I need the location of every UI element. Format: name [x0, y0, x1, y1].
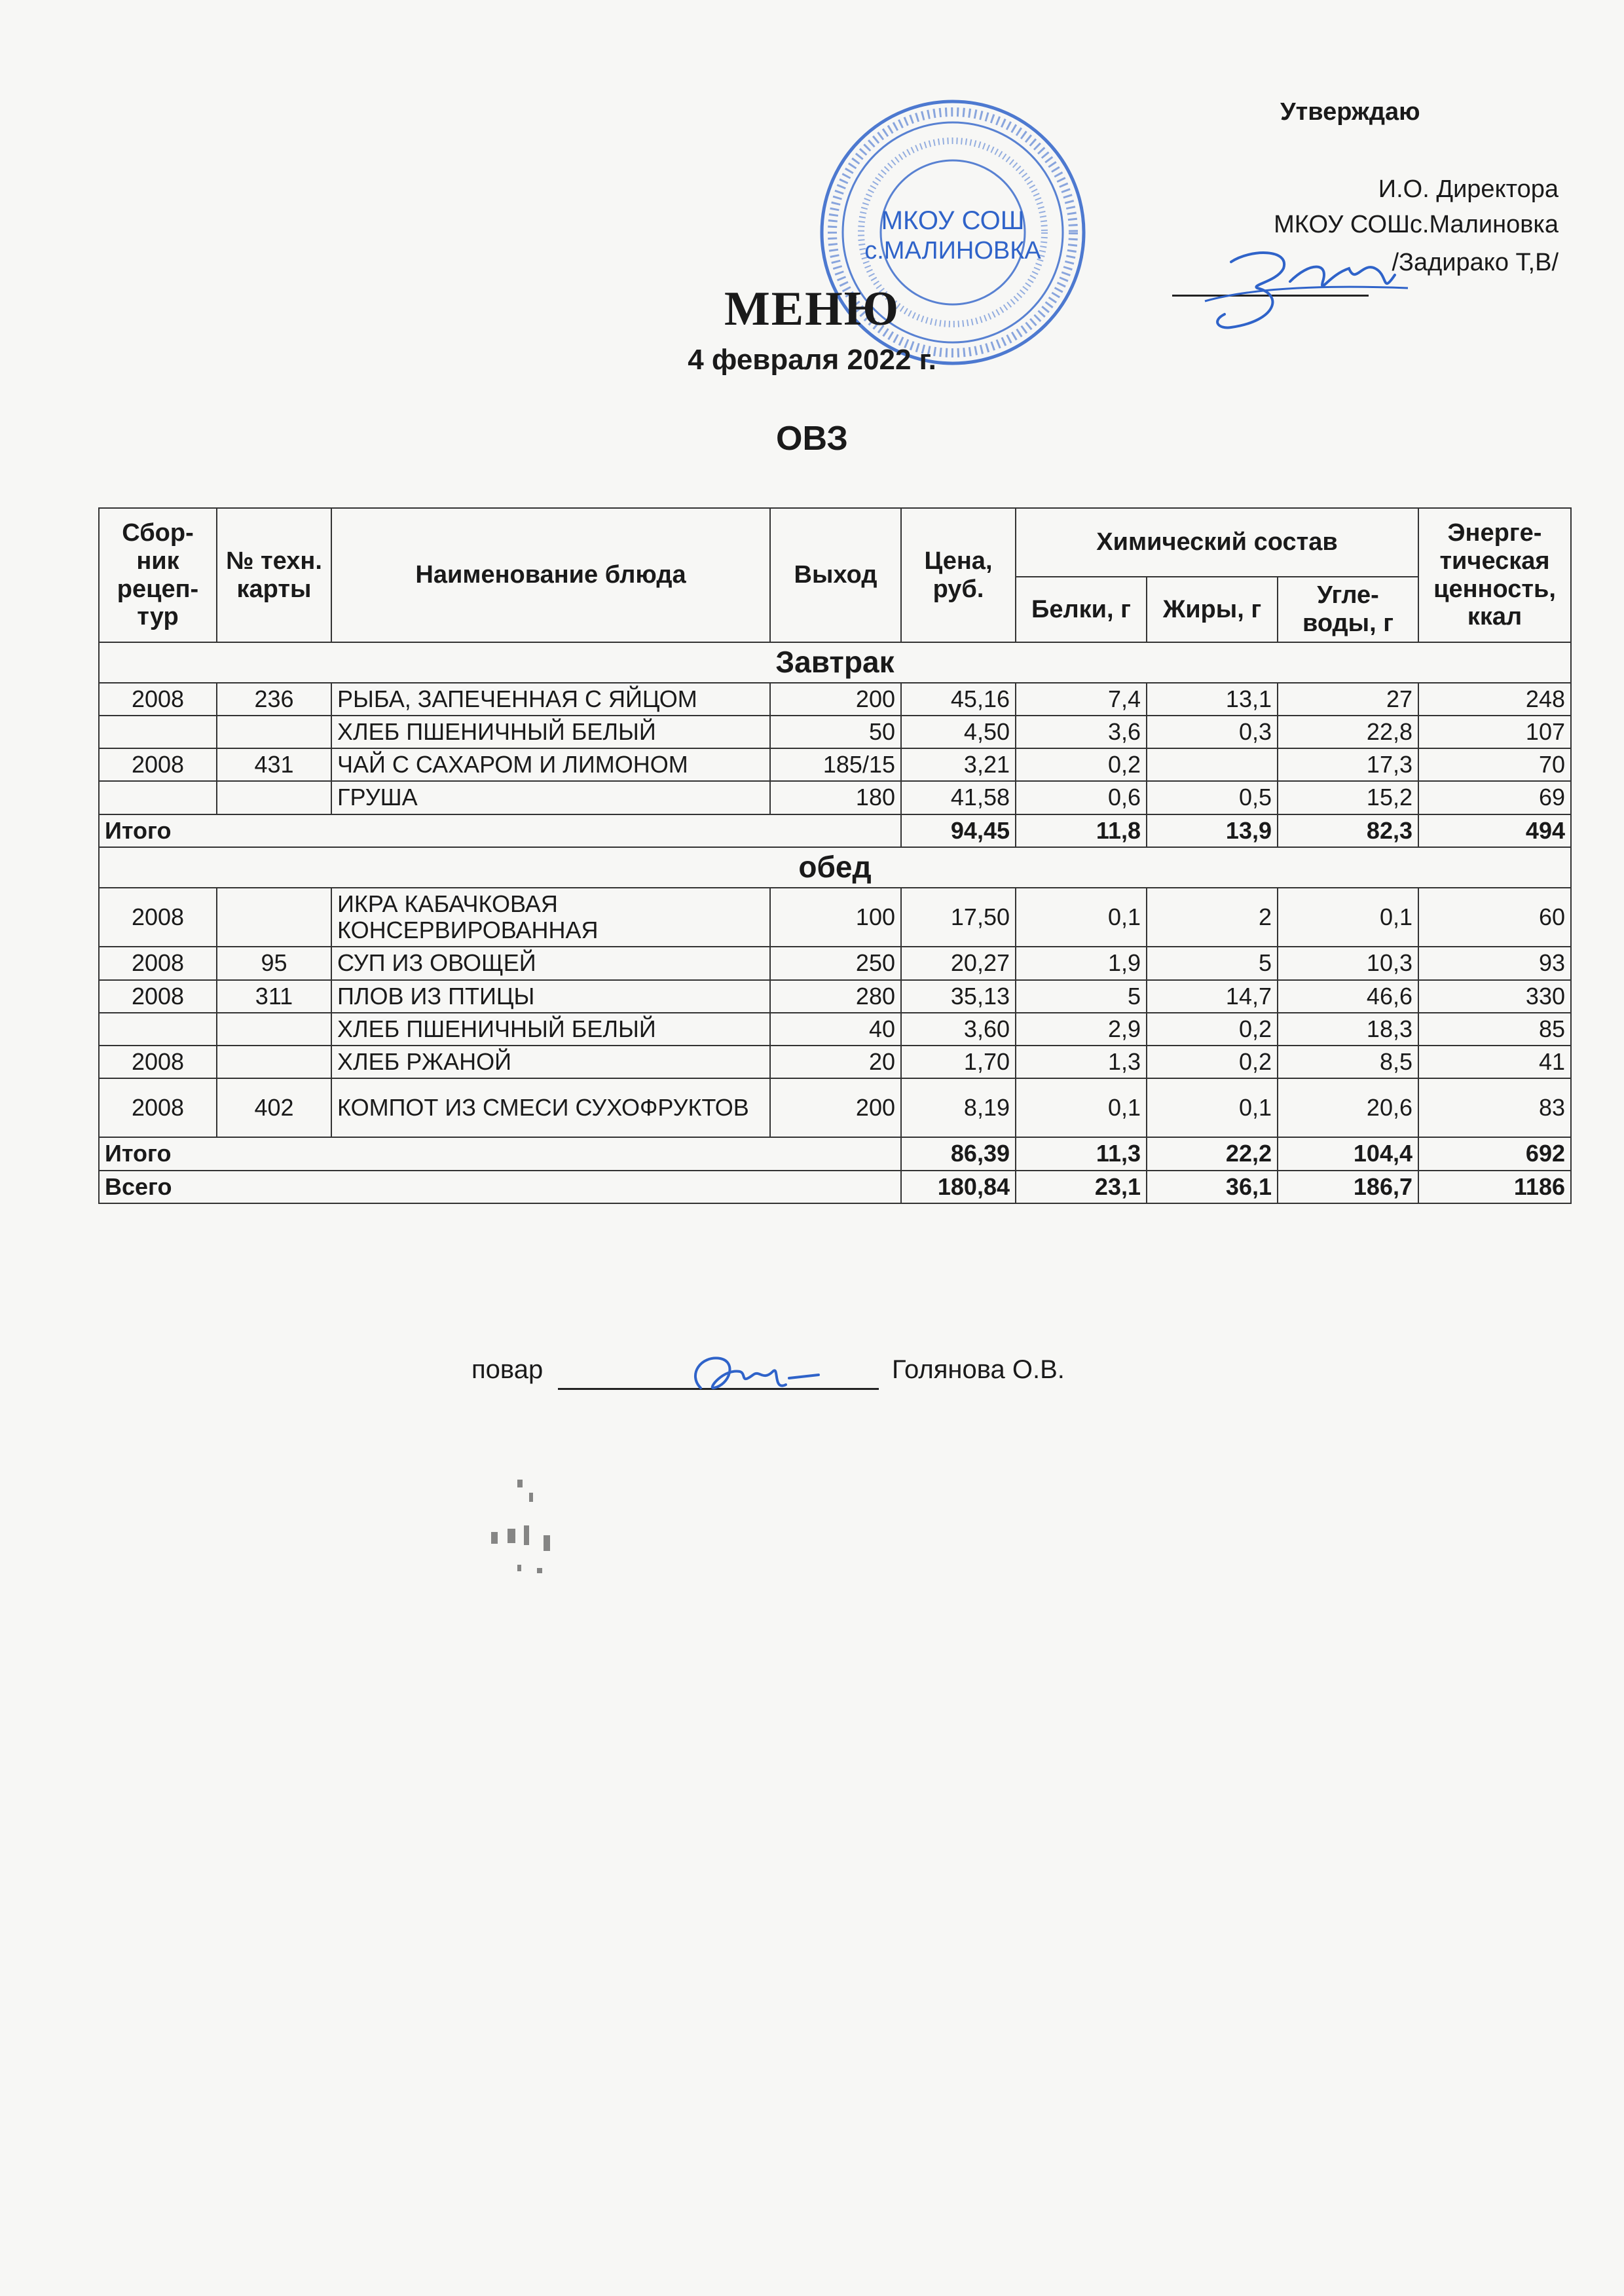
- col-yield: Выход: [770, 508, 901, 642]
- col-chem: Химический состав: [1016, 508, 1418, 577]
- section-breakfast: Завтрак: [99, 642, 1571, 683]
- grand-total-row: Всего 180,84 23,1 36,1 186,7 1186: [99, 1171, 1571, 1203]
- approval-signatory: /Задирако Т,В/: [1392, 249, 1559, 276]
- svg-text:МКОУ СОШ: МКОУ СОШ: [881, 206, 1025, 235]
- table-row: 2008 402 КОМПОТ ИЗ СМЕСИ СУХОФРУКТОВ 200 8,19 0,1 0,1 20,6 83: [99, 1078, 1571, 1137]
- table-row: 2008 ИКРА КАБАЧКОВАЯ КОНСЕРВИРОВАННАЯ 100 17,50 0,1 2 0,1 60: [99, 888, 1571, 947]
- lunch-total-row: Итого 86,39 11,3 22,2 104,4 692: [99, 1137, 1571, 1170]
- document-title: МЕНЮ: [724, 282, 900, 336]
- table-row: ХЛЕБ ПШЕНИЧНЫЙ БЕЛЫЙ 40 3,60 2,9 0,2 18,3 85: [99, 1013, 1571, 1046]
- approval-organization: МКОУ СОШс.Малиновка: [1274, 211, 1559, 238]
- section-lunch: обед: [99, 847, 1571, 888]
- table-row: ХЛЕБ ПШЕНИЧНЫЙ БЕЛЫЙ 50 4,50 3,6 0,3 22,8 107: [99, 716, 1571, 748]
- scan-smudge-decoration: [478, 1473, 589, 1584]
- col-collection: Сбор-ник рецеп-тур: [99, 508, 217, 642]
- cook-name: Голянова О.В.: [892, 1355, 1065, 1384]
- document-date: 4 февраля 2022 г.: [688, 344, 936, 376]
- cook-signature: [674, 1336, 832, 1408]
- svg-text:с.МАЛИНОВКА: с.МАЛИНОВКА: [864, 237, 1041, 264]
- menu-table: [98, 507, 1572, 1204]
- approval-position: И.О. Директора: [1378, 175, 1559, 203]
- col-protein: Белки, г: [1016, 577, 1147, 642]
- table-row: 2008 311 ПЛОВ ИЗ ПТИЦЫ 280 35,13 5 14,7 46,6 330: [99, 980, 1571, 1013]
- col-dish: Наименование блюда: [331, 508, 770, 642]
- table-row: ГРУША 180 41,58 0,6 0,5 15,2 69: [99, 781, 1571, 814]
- col-carbs: Угле-воды, г: [1278, 577, 1418, 642]
- document-category: ОВЗ: [776, 420, 848, 458]
- table-row: 2008 431 ЧАЙ С САХАРОМ И ЛИМОНОМ 185/15 3,21 0,2 17,3 70: [99, 748, 1571, 781]
- col-fat: Жиры, г: [1147, 577, 1278, 642]
- col-price: Цена, руб.: [901, 508, 1016, 642]
- cook-label: повар: [471, 1355, 544, 1384]
- approval-title: Утверждаю: [1280, 98, 1420, 126]
- col-energy: Энерге-тическая ценность, ккал: [1418, 508, 1571, 642]
- table-row: 2008 95 СУП ИЗ ОВОЩЕЙ 250 20,27 1,9 5 10,3 93: [99, 947, 1571, 979]
- table-row: 2008 236 РЫБА, ЗАПЕЧЕННАЯ С ЯЙЦОМ 200 45,16 7,4 13,1 27 248: [99, 683, 1571, 716]
- breakfast-total-row: Итого 94,45 11,8 13,9 82,3 494: [99, 814, 1571, 847]
- table-row: 2008 ХЛЕБ РЖАНОЙ 20 1,70 1,3 0,2 8,5 41: [99, 1046, 1571, 1078]
- col-tech-card: № техн. карты: [217, 508, 331, 642]
